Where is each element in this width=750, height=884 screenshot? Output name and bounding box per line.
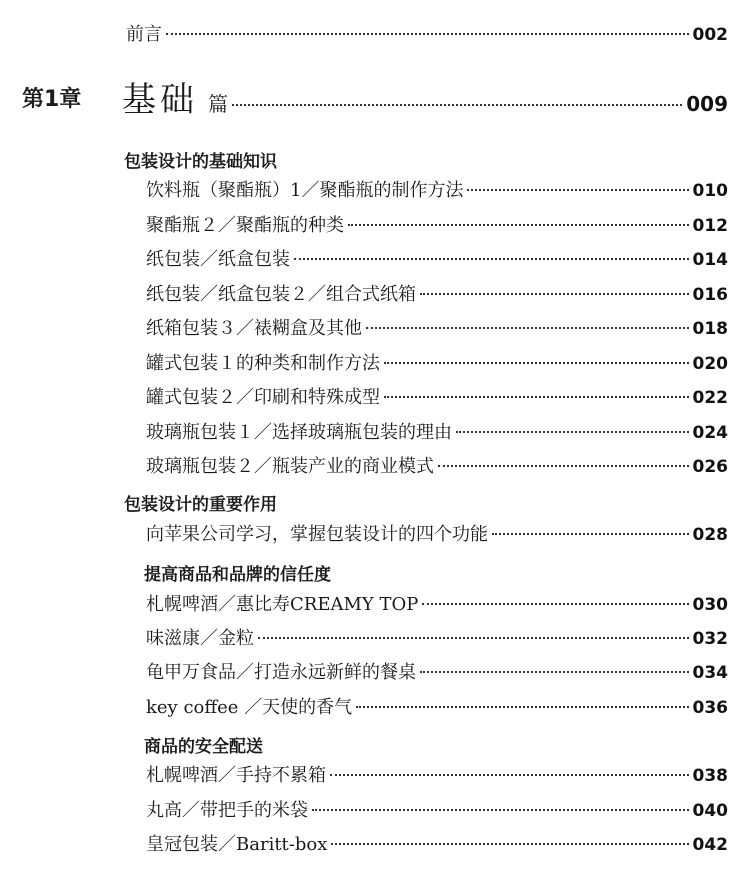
dot-leader: [348, 224, 689, 226]
entry-title: 玻璃瓶包装１／选择玻璃瓶包装的理由: [146, 422, 452, 443]
entry-title: 罐式包装１的种类和制作方法: [146, 353, 380, 374]
page-number: 012: [692, 216, 728, 236]
dot-leader: [330, 774, 689, 776]
entry-title: 纸包装／纸盒包装: [146, 249, 290, 270]
page-number: 040: [692, 801, 728, 821]
page-number: 009: [686, 92, 728, 116]
page-number: 002: [692, 25, 728, 45]
dot-leader: [232, 104, 682, 106]
toc-entry[interactable]: [146, 349, 728, 379]
toc-entry[interactable]: [146, 520, 728, 550]
page-number: 032: [692, 629, 728, 649]
toc-entry[interactable]: [146, 693, 728, 723]
page-number: 034: [692, 663, 728, 683]
section-heading: 提高商品和品牌的信任度: [144, 565, 331, 585]
section-heading: 包装设计的基础知识: [124, 152, 277, 172]
entry-title: 味滋康／金粒: [146, 628, 254, 649]
dot-leader: [422, 603, 688, 605]
toc-entry[interactable]: [146, 761, 728, 791]
toc-entry[interactable]: [146, 452, 728, 482]
toc-entry[interactable]: [146, 796, 728, 826]
entry-title: 札幌啤酒／惠比寿CREAMY TOP: [146, 594, 419, 615]
dot-leader: [456, 431, 689, 433]
toc-entry[interactable]: [146, 590, 728, 620]
entry-title: key coffee ／天使的香气: [146, 697, 353, 718]
entry-title: 丸高／带把手的米袋: [146, 800, 308, 821]
page-number: 020: [692, 354, 728, 374]
entry-title: 玻璃瓶包装２／瓶装产业的商业模式: [146, 456, 434, 477]
page-number: 024: [692, 423, 728, 443]
entry-title: 皇冠包装／Baritt-box: [146, 834, 328, 855]
dot-leader: [294, 258, 689, 260]
entry-title: 龟甲万食品／打造永远新鲜的餐桌: [146, 662, 416, 683]
dot-leader: [312, 809, 689, 811]
entry-title: 饮料瓶（聚酯瓶）1／聚酯瓶的制作方法: [146, 180, 464, 201]
toc-entry[interactable]: [146, 658, 728, 688]
entry-title: 札幌啤酒／手持不累箱: [146, 765, 326, 786]
dot-leader: [438, 465, 689, 467]
chapter-heading[interactable]: [122, 72, 728, 116]
dot-leader: [384, 396, 689, 398]
page-number: 010: [692, 181, 728, 201]
toc-entry-preface[interactable]: [126, 20, 728, 50]
toc-entry[interactable]: [146, 418, 728, 448]
page-number: 042: [692, 835, 728, 855]
toc-entry[interactable]: [146, 280, 728, 310]
entry-title: 前言: [126, 24, 162, 45]
dot-leader: [420, 671, 689, 673]
entry-title: 向苹果公司学习，掌握包装设计的四个功能: [146, 524, 488, 545]
toc-entry[interactable]: [146, 176, 728, 206]
entry-title: 罐式包装２／印刷和特殊成型: [146, 387, 380, 408]
section-heading: 包装设计的重要作用: [124, 495, 277, 515]
page-number: 018: [692, 319, 728, 339]
entry-title: 纸包装／纸盒包装２／组合式纸箱: [146, 284, 416, 305]
entry-title: 纸箱包装３／裱糊盒及其他: [146, 318, 362, 339]
dot-leader: [384, 362, 689, 364]
page-number: 026: [692, 457, 728, 477]
toc-entry[interactable]: [146, 211, 728, 241]
toc-entry[interactable]: [146, 314, 728, 344]
chapter-title: 基础: [122, 80, 198, 116]
dot-leader: [420, 293, 689, 295]
chapter-label: 第1章: [22, 87, 82, 112]
dot-leader: [492, 533, 689, 535]
dot-leader: [356, 706, 688, 708]
page-number: 038: [692, 766, 728, 786]
chapter-title-suffix: 篇: [208, 92, 228, 116]
page-number: 022: [692, 388, 728, 408]
dot-leader: [331, 843, 688, 845]
section-heading: 商品的安全配送: [144, 737, 263, 757]
toc-entry[interactable]: [146, 383, 728, 413]
dot-leader: [366, 327, 689, 329]
page-number: 016: [692, 285, 728, 305]
toc-entry[interactable]: [146, 624, 728, 654]
toc-entry[interactable]: [146, 830, 728, 860]
dot-leader: [166, 33, 689, 35]
page-number: 028: [692, 525, 728, 545]
page-number: 014: [692, 250, 728, 270]
dot-leader: [258, 637, 689, 639]
entry-title: 聚酯瓶２／聚酯瓶的种类: [146, 215, 344, 236]
toc-entry[interactable]: [146, 245, 728, 275]
page-number: 030: [692, 595, 728, 615]
page-number: 036: [692, 698, 728, 718]
dot-leader: [467, 189, 688, 191]
